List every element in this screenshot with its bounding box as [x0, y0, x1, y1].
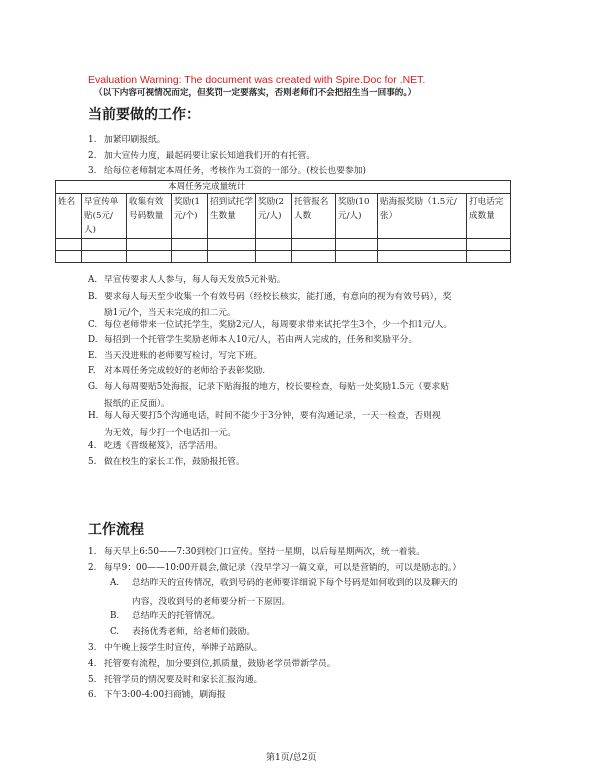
table-header-cell: 托管报名人数 — [292, 194, 336, 239]
table-cell — [82, 239, 127, 251]
rule-item — [88, 411, 441, 422]
table-header-row — [56, 194, 511, 239]
list-item — [88, 675, 262, 686]
sub-item-text: 总结昨天的托管情况。 — [132, 611, 220, 621]
table-cell — [467, 251, 511, 263]
list-item-text: 加大宣传力度，最起码要让家长知道我们开的有托管。 — [104, 151, 316, 161]
table-cell — [292, 251, 336, 263]
document-subtitle: （以下内容可视情况而定，但奖罚一定要落实，否则老师们不会把招生当一回事的。） — [94, 88, 417, 98]
rule-item — [88, 382, 449, 393]
rule-text: 对本周任务完成较好的老师给予表彰奖励. — [104, 366, 266, 376]
list-item — [88, 547, 425, 558]
list-item — [88, 690, 226, 701]
table-cell — [292, 239, 336, 251]
section-title-workflow: 工作流程 — [88, 522, 144, 538]
list-item-text: 托管学员的情况要及时和家长汇报沟通。 — [104, 675, 263, 685]
list-item-number: 1. — [88, 547, 97, 557]
table-header-cell: 姓名 — [56, 194, 82, 239]
rule-text-continued: 为无效，每少打一个电话扣一元。 — [104, 428, 236, 438]
rule-item — [88, 457, 245, 468]
rule-text: 吃透《晋级秘笈》，活学活用。 — [104, 441, 223, 451]
rule-text: 每人每周要贴5处海报，记录下贴海报的地方，校长要检查，每贴一处奖励1.5元（要求贴 — [104, 382, 450, 392]
rule-text: 早宣传要求人人参与，每人每天发放5元补贴。 — [104, 275, 286, 285]
rule-item — [88, 292, 451, 303]
list-item-text: 给每位老师制定本周任务，考核作为工资的一部分。(校长也要参加) — [104, 166, 366, 176]
table-header-cell: 奖励(2元/人) — [256, 194, 292, 239]
rule-item — [88, 275, 286, 286]
list-item-text: 中午晚上接学生时宣传，举牌子站路队。 — [104, 643, 263, 653]
list-item-number: 4. — [88, 659, 97, 669]
table-header-cell: 收集有效号码数量 — [127, 194, 172, 239]
table-cell — [336, 239, 378, 251]
sub-item-text-continued: 内容，没收到号的老师要分析一下原因。 — [132, 597, 291, 607]
table-cell — [172, 251, 208, 263]
rule-label: A. — [88, 275, 98, 285]
list-item-text: 每早9：00——10:00开晨会,做记录（没早学习一篇文章，可以是营销的，可以是励志的。） — [104, 563, 462, 573]
sub-item-text: 总结昨天的宣传情况，收到号码的老师要详细说下每个号码是如何收到的以及聊天的 — [132, 578, 458, 588]
list-item — [88, 166, 366, 177]
sub-item-label: A. — [110, 578, 120, 588]
sub-item-label: B. — [110, 611, 120, 621]
weekly-task-table — [55, 180, 511, 263]
table-cell — [82, 251, 127, 263]
rule-text: 每人每天要打5个沟通电话，时间不能少于3分钟，要有沟通记录，一天一检查，否则视 — [104, 411, 441, 421]
table-header-cell: 打电话完成数量 — [467, 194, 511, 239]
list-item — [88, 659, 336, 670]
table-cell — [256, 251, 292, 263]
table-cell — [208, 239, 256, 251]
list-item-text: 每天早上6:50——7:30到校门口宣传。坚持一星期，以后每星期两次，统一着装。 — [104, 547, 426, 557]
rule-item — [88, 441, 223, 452]
sub-item — [110, 578, 458, 589]
table-row — [56, 251, 511, 263]
list-item-text: 下午3:00-4:00扫商铺，刷海报 — [104, 690, 226, 700]
list-item-text: 加紧印刷报纸。 — [104, 135, 166, 145]
table-header-cell: 贴海报奖励（1.5元/张） — [378, 194, 467, 239]
table-cell — [256, 239, 292, 251]
rule-label: G. — [88, 382, 98, 392]
table-cell — [172, 239, 208, 251]
rule-label: E. — [88, 351, 98, 361]
rule-text: 每招到一个托管学生奖励老师本人10元/人，若由两人完成的，任务和奖励平分。 — [104, 335, 418, 345]
table-cell — [127, 251, 172, 263]
table-title: 本周任务完成量统计 — [56, 181, 511, 194]
sub-item-label: C. — [110, 627, 120, 637]
list-item-number: 1. — [88, 135, 97, 145]
rule-label: F. — [88, 366, 96, 376]
table-cell — [378, 239, 467, 251]
table-header-cell: 奖励(10元/人) — [336, 194, 378, 239]
table-cell — [56, 239, 82, 251]
table-cell — [56, 251, 82, 263]
rule-item — [88, 351, 262, 362]
table-header-cell: 招到试托学生数量 — [208, 194, 256, 239]
list-item — [88, 643, 262, 654]
section-title-current-work: 当前要做的工作： — [88, 107, 200, 123]
rule-text-continued: 励1元/个，当天未完成的扣二元。 — [104, 308, 236, 318]
table-header-cell: 早宣传单贴(5元/人) — [82, 194, 127, 239]
rule-item — [88, 366, 265, 377]
table-cell — [336, 251, 378, 263]
list-item — [88, 135, 166, 146]
rule-text: 要求每人每天至少收集一个有效号码（经校长核实，能打通，有意向的视为有效号码），奖 — [104, 292, 452, 302]
list-item — [88, 151, 315, 162]
sub-item — [110, 611, 220, 622]
rule-label: 5. — [88, 457, 97, 467]
list-item-text: 托管要有流程，加分要到位,抓质量，鼓励老学员带新学员。 — [104, 659, 336, 669]
table-row — [56, 239, 511, 251]
list-item-number: 5. — [88, 675, 97, 685]
rule-label: B. — [88, 292, 98, 302]
rule-text: 做在校生的家长工作，鼓励报托管。 — [104, 457, 245, 467]
rule-text: 每位老师带来一位试托学生，奖励2元/人，每周要求带来试托学生3个，少一个扣1元/人。 — [104, 320, 453, 330]
sub-item-text: 表扬优秀老师，给老师们鼓励。 — [132, 627, 256, 637]
rule-label: 4. — [88, 441, 97, 451]
page-footer: 第1页/总2页 — [266, 753, 317, 763]
table-cell — [378, 251, 467, 263]
list-item-number: 3. — [88, 166, 97, 176]
table-cell — [467, 239, 511, 251]
sub-item — [110, 627, 255, 638]
list-item-number: 2. — [88, 151, 97, 161]
rule-text-continued: 报纸的正反面）。 — [104, 399, 170, 409]
list-item-number: 3. — [88, 643, 97, 653]
rule-label: H. — [88, 411, 99, 421]
list-item-number: 6. — [88, 690, 97, 700]
rule-item — [88, 335, 417, 346]
evaluation-warning: Evaluation Warning: The document was created with Spire.Doc for .NET. — [88, 74, 426, 86]
rule-label: C. — [88, 320, 98, 330]
rule-text: 当天没进账的老师要写检讨，写完下班。 — [104, 351, 263, 361]
table-header-cell: 奖励(1元/个) — [172, 194, 208, 239]
rule-item — [88, 320, 452, 331]
list-item — [88, 563, 461, 574]
table-cell — [127, 239, 172, 251]
table-cell — [208, 251, 256, 263]
list-item-number: 2. — [88, 563, 97, 573]
rule-label: D. — [88, 335, 98, 345]
